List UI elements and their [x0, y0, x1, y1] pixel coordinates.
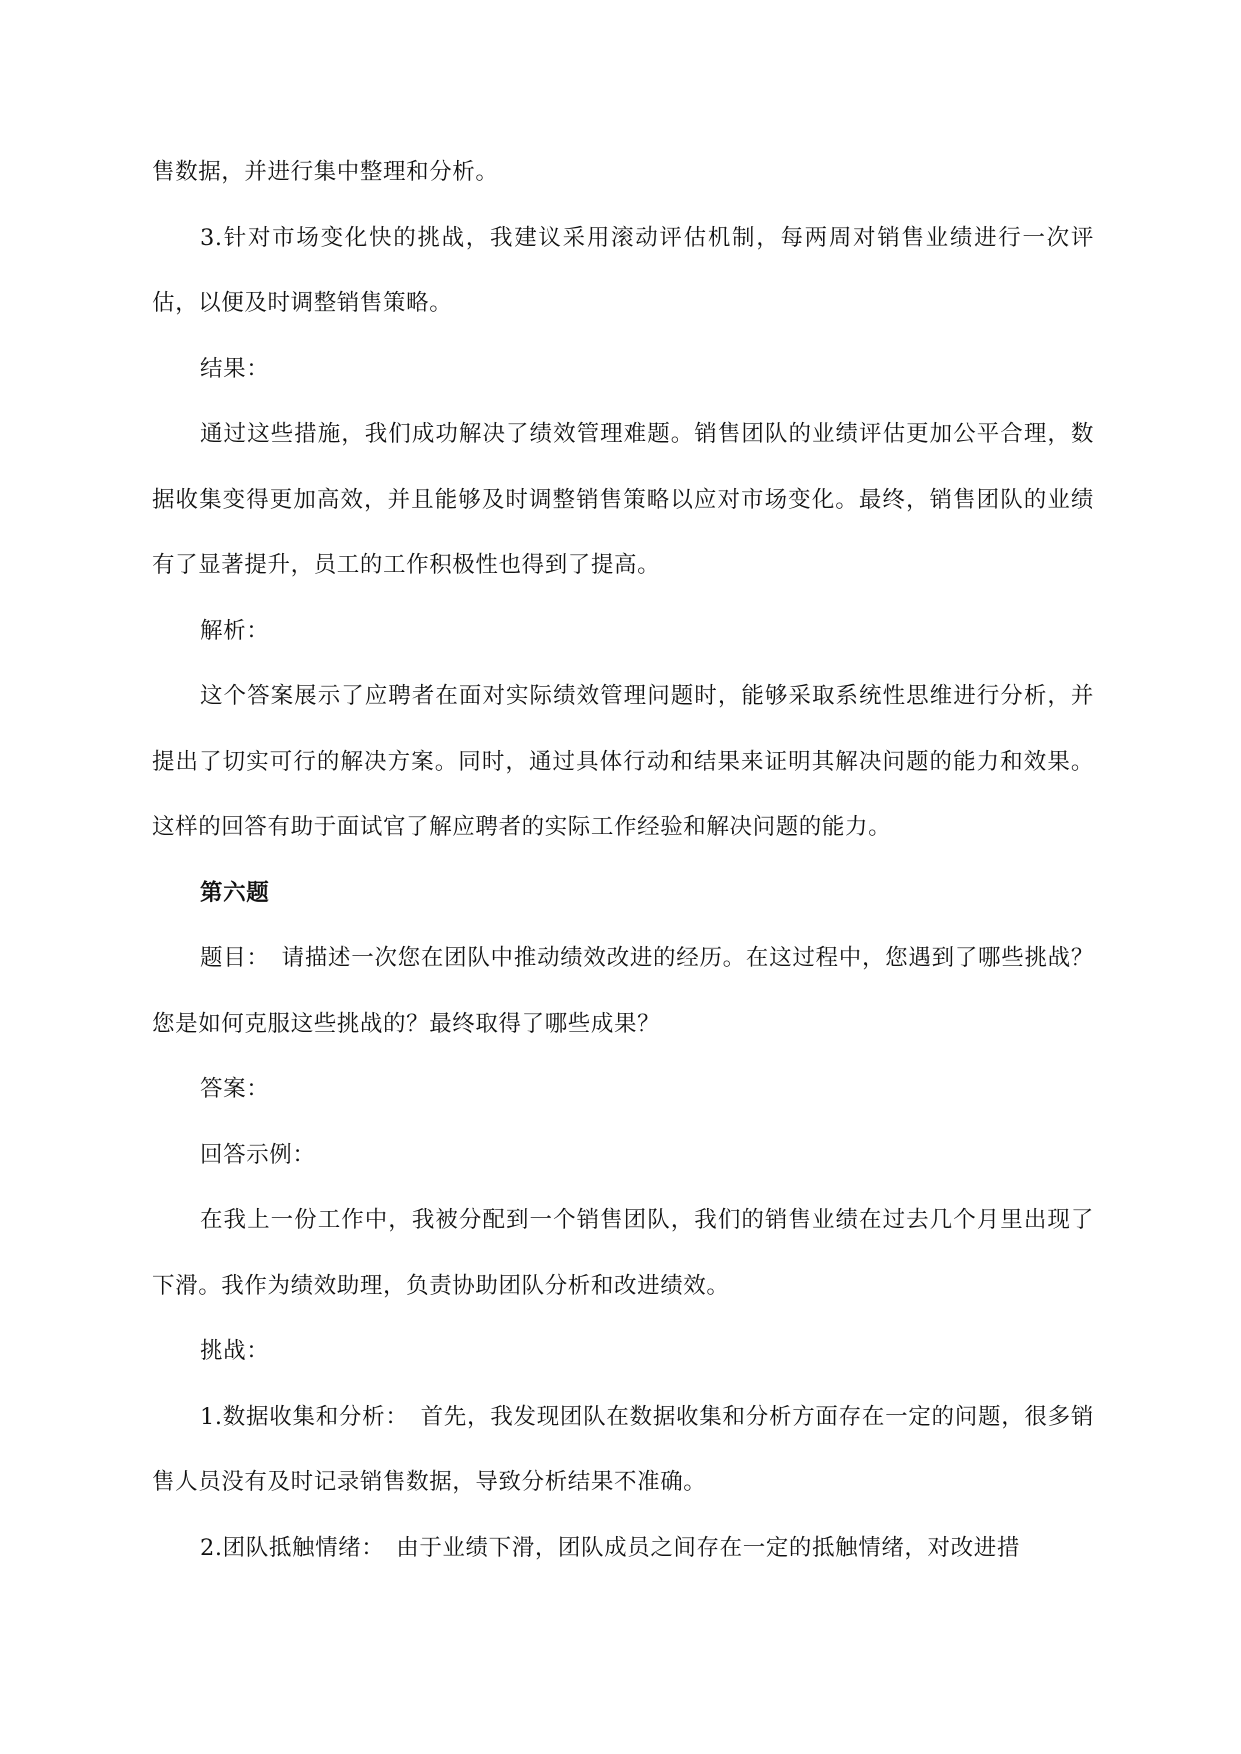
paragraph-example: 在我上一份工作中，我被分配到一个销售团队，我们的销售业绩在过去几个月里出现了下滑。我作为绩效助理，负责协助团队分析和改进绩效。	[152, 1207, 1094, 1299]
heading-challenges: 挑战：	[200, 1338, 270, 1364]
heading-analysis: 解析：	[200, 617, 270, 644]
paragraph-point-3: 3.针对市场变化快的挑战，我建议采用滚动评估机制，每两周对销售业绩进行一次评估，以便及时调整销售策略。	[152, 224, 1094, 316]
heading-answer: 答案：	[200, 1076, 270, 1102]
heading-example: 回答示例：	[200, 1141, 316, 1168]
paragraph-analysis: 这个答案展示了应聘者在面对实际绩效管理问题时，能够采取系统性思维进行分析，并提出了切实可行的解决方案。同时，通过具体行动和结果来证明其解决问题的能力和效果。这样的回答有助于面试官了解应聘者的实际工作经验和解决问题的能力。	[152, 683, 1094, 840]
heading-result: 结果：	[200, 355, 270, 382]
paragraph-challenge-2: 2.团队抵触情绪： 由于业绩下滑，团队成员之间存在一定的抵触情绪，对改进措	[200, 1534, 1020, 1561]
paragraph-result: 通过这些措施，我们成功解决了绩效管理难题。销售团队的业绩评估更加公平合理，数据收集变得更加高效，并且能够及时调整销售策略以应对市场变化。最终，销售团队的业绩有了显著提升，员工的工作积极性也得到了提高。	[152, 421, 1094, 578]
question-prompt: 题目： 请描述一次您在团队中推动绩效改进的经历。在这过程中，您遇到了哪些挑战？您是如何克服这些挑战的？最终取得了哪些成果？	[152, 945, 1094, 1037]
question-title: 第六题	[200, 879, 270, 906]
paragraph-continuation: 售数据，并进行集中整理和分析。	[152, 159, 499, 185]
paragraph-challenge-1: 1.数据收集和分析： 首先，我发现团队在数据收集和分析方面存在一定的问题，很多销售人员没有及时记录销售数据，导致分析结果不准确。	[152, 1403, 1094, 1495]
document-body	[152, 140, 1094, 1581]
